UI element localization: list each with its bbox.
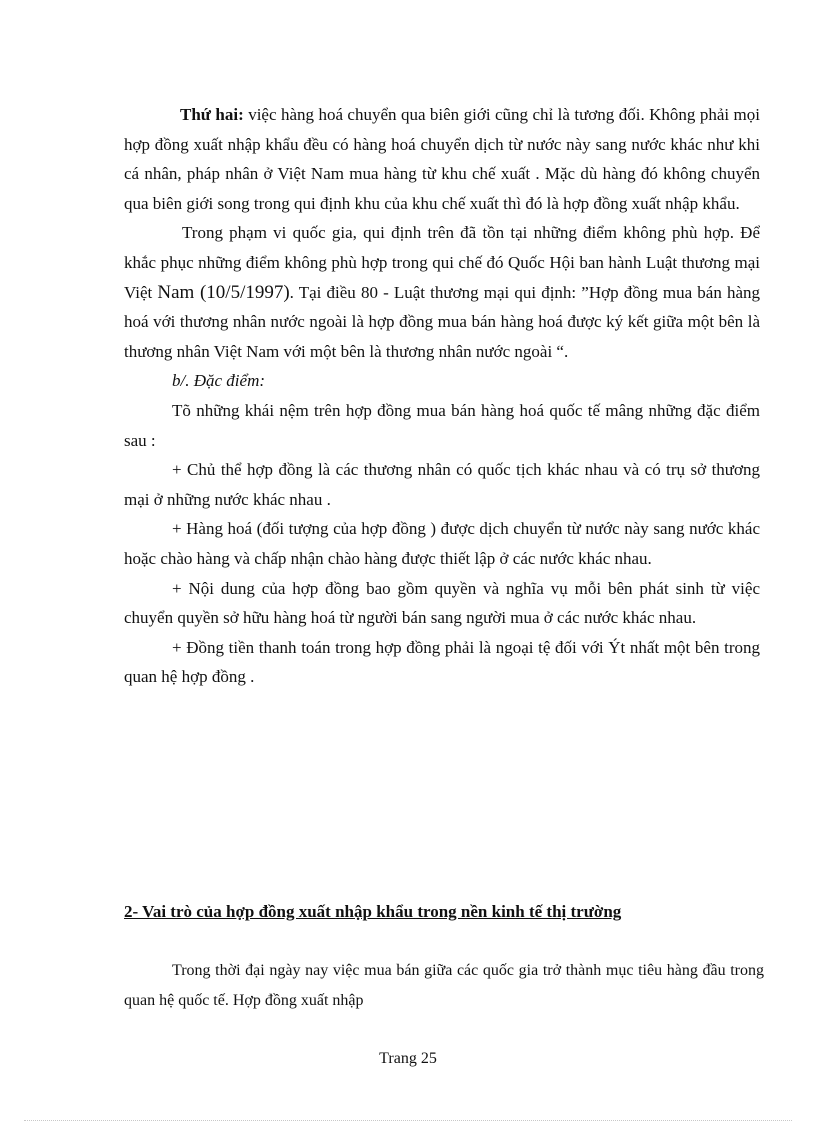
bullet-noi-dung: + Nội dung của hợp đồng bao gồm quyền và nghĩa vụ mỗi bên phát sinh từ việc chuyển quyền sở hữu hàng hoá từ người bán sang người mua ở các nước khác nhau. [124,578,760,628]
paragraph-body: việc hàng hoá chuyển qua biên giới cũng chỉ là tương đối. Không phải mọi hợp đồng xuất nhập khẩu đều có hàng hoá chuyển dịch từ nước này sang nước khác như khi cá nhân, pháp nhân ở Việt Nam mua hàng từ khu chế xuất . Mặc dù hàng đó không chuyển qua biên giới song trong qui định khu của khu chế xuất thì đó là hợp đồng xuất nhập khẩu. [124,105,760,213]
section-heading-wrap [124,897,764,927]
paragraph-body: . Tại điều 80 - Luật thương mại qui định: ”Hợp đồng mua bán hàng hoá với thương nhân nước ngoài là hợp đồng mua bán hàng hoá được ký kết giữa một bên là thương nhân Việt Nam với một bên là thương nhân nước ngoài “. [124,282,760,361]
paragraph-dac-diem-intro: Tõ những khái nệm trên hợp đồng mua bán hàng hoá quốc tế mâng những đặc điểm sau : [124,400,760,450]
paragraph-body: Trong phạm vi quốc gia, qui định trên đã tồn tại những điểm không phù hợp. Để khắc phục những điểm không phù hợp trong qui chế đó Quốc Hội ban hành Luật thương mại Việt [124,223,760,302]
section-body [124,956,764,1015]
law-date: Nam (10/5/1997) [157,281,290,303]
bullet-hang-hoa: + Hàng hoá (đối tượng của hợp đồng ) được dịch chuyển từ nước này sang nước khác hoặc chào hàng và chấp nhận chào hàng được thiết lập ở các nước khác nhau. [124,519,760,568]
paragraph-thu-hai [124,100,760,218]
section-heading: 2- Vai trò của hợp đồng xuất nhập khẩu trong nền kinh tế thị trường [124,902,622,921]
body-text [124,100,760,692]
paragraph-pham-vi [124,218,760,366]
page-bottom-divider [24,1120,792,1121]
subheading-dac-diem: b/. Đặc điểm: [172,371,266,391]
bullet-dong-tien: + Đồng tiền thanh toán trong hợp đồng phải là ngoại tệ đối với Ýt nhất một bên trong quan hệ hợp đồng . [124,637,760,687]
bullet-chu-the: + Chủ thể hợp đồng là các thương nhân có quốc tịch khác nhau và có trụ sở thương mại ở những nước khác nhau . [124,460,760,509]
paragraph-vai-tro: Trong thời đại ngày nay việc mua bán giữa các quốc gia trở thành mục tiêu hàng đầu trong quan hệ quốc tế. Hợp đồng xuất nhập [124,962,764,1009]
paragraph-lead: Thứ hai: [180,105,244,124]
page-number: Trang 25 [379,1050,437,1067]
